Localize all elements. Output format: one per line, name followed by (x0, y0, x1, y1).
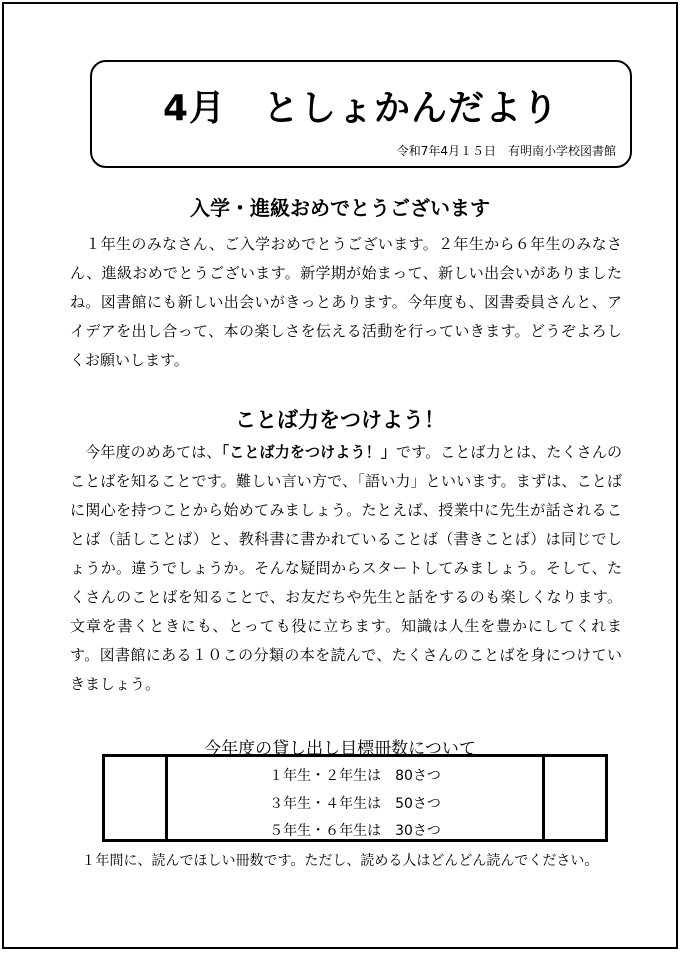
section1-body-text: １年生のみなさん、ご入学おめでとうございます。２年生から６年生のみなさん、進級おめでとうございます。新学期が始まって、新しい出会いがありましたね。図書館にも新しい出会いがきっとあります。今年度も、図書委員さんと、アイデアを出し合って、本の楽しさを伝える活動を行っていきます。どうぞよろしくお願いします。 (70, 235, 622, 369)
goal-row-grade-1-2: １年生・２年生は 80さつ (269, 768, 441, 784)
section2-body-emphasis: 「ことば力をつけよう！」 (221, 443, 396, 461)
section2-body (70, 438, 622, 699)
section1-heading: 入学・進級おめでとうございます (190, 196, 490, 220)
title-box (90, 60, 632, 168)
goal-row-grade-3-4: ３年生・４年生は 50さつ (269, 796, 441, 812)
section2-heading: ことば力をつけよう！ (235, 408, 445, 432)
section2-body-lead: 今年度のめあては、 (85, 443, 222, 461)
goals-heading: 今年度の貸し出し目標冊数について (204, 739, 476, 759)
goal-row-grade-5-6: ５年生・６年生は 30さつ (269, 823, 441, 839)
section2-body-rest: です。ことば力とは、たくさんのことばを知ることです。難しい言い方で、「語い力」といいます。まずは、ことばに関心を持つことから始めてみましょう。たとえば、授業中に先生が話されることば（話しことば）と、教科書に書かれていることば（書きことば）は同じでしょうか。違うでしょうか。そんな疑問からスタートしてみましょう。そして、たくさんのことばを知ることで、お友だちや先生と話をするのも楽しくなります。文章を書くときにも、とっても役に立ちます。知識は人生を豊かにしてくれます。図書館にある１０この分類の本を読んで、たくさんのことばを身につけていきましょう。 (70, 443, 622, 693)
goals-table (102, 754, 608, 842)
footer-note: １年間に、読んでほしい冊数です。ただし、読める人はどんどん読んでください。 (81, 853, 599, 869)
section1-body (70, 230, 622, 375)
date-publisher-line: 令和7年4月１５日 有明南小学校図書館 (396, 144, 616, 158)
newsletter-page (2, 2, 678, 949)
page-title: 4月 としょかんだより (162, 88, 560, 129)
